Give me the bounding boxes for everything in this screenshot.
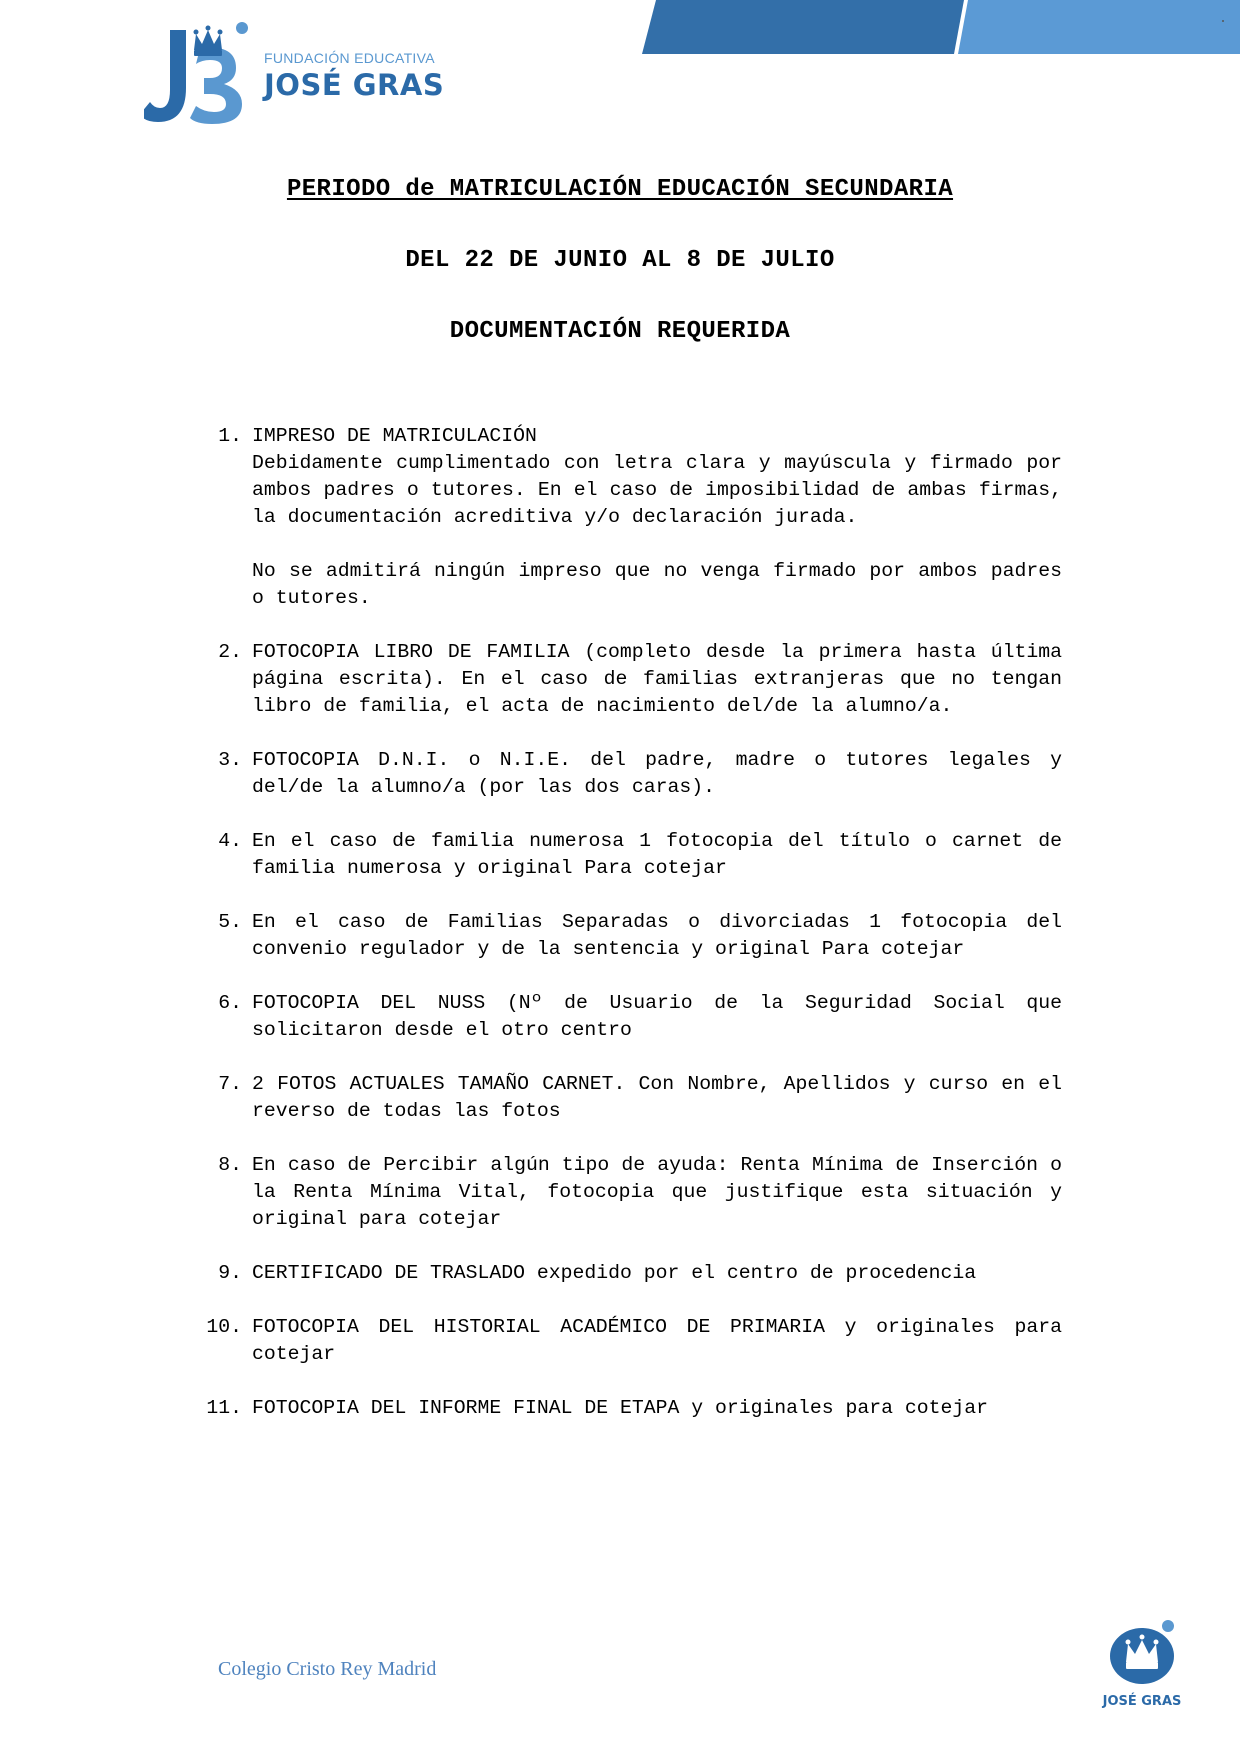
list-item	[190, 828, 1062, 882]
header-band-light	[958, 0, 1240, 54]
logo-subtitle: FUNDACIÓN EDUCATIVA	[264, 50, 435, 66]
required-documents-list	[190, 423, 1062, 1449]
documents-heading: DOCUMENTACIÓN REQUERIDA	[449, 318, 791, 345]
list-item	[190, 639, 1062, 720]
list-item-number: 1.	[218, 425, 242, 447]
list-item-text: En caso de Percibir algún tipo de ayuda: Renta Mínima de Inserción o la Renta Mínima Vital, fotocopia que justifique esta situación y original para cotejar	[252, 1154, 1062, 1230]
header-dot-mark	[1222, 20, 1224, 22]
list-item-text: IMPRESO DE MATRICULACIÓN Debidamente cumplimentado con letra clara y mayúscula y firmado por ambos padres o tutores. En el caso de imposibilidad de ambas firmas, la documentación acreditiva y/o declaración jurada.	[252, 425, 1062, 528]
list-item	[190, 1260, 1062, 1287]
list-item-text: FOTOCOPIA D.N.I. o N.I.E. del padre, madre o tutores legales y del/de la alumno/a (por las dos caras).	[252, 749, 1062, 798]
list-item	[190, 990, 1062, 1044]
list-item	[190, 1071, 1062, 1125]
list-item-number: 6.	[218, 992, 242, 1014]
list-item-text: FOTOCOPIA DEL NUSS (Nº de Usuario de la Seguridad Social que solicitaron desde el otro centro	[252, 992, 1062, 1041]
list-item	[190, 423, 1062, 612]
page-title-text: PERIODO de MATRICULACIÓN EDUCACIÓN SECUNDARIA	[286, 176, 954, 203]
list-item-number: 11.	[206, 1397, 242, 1419]
list-item-text: FOTOCOPIA DEL HISTORIAL ACADÉMICO DE PRIMARIA y originales para cotejar	[252, 1316, 1062, 1365]
list-item	[190, 747, 1062, 801]
list-item-number: 10.	[206, 1316, 242, 1338]
list-item	[190, 1314, 1062, 1368]
page-title	[0, 176, 1240, 203]
list-item-text: En el caso de Familias Separadas o divorciadas 1 fotocopia del convenio regulador y de la sentencia y original Para cotejar	[252, 911, 1062, 960]
logo-name-text: JOSÉ GRAS	[264, 68, 445, 102]
footer-logo-name: JOSÉ GRAS	[1102, 1694, 1182, 1709]
foundation-logo	[144, 18, 445, 128]
list-item-number: 7.	[218, 1073, 242, 1095]
list-item-number: 4.	[218, 830, 242, 852]
list-item-number: 8.	[218, 1154, 242, 1176]
list-item-text: CERTIFICADO DE TRASLADO expedido por el centro de procedencia	[252, 1262, 977, 1284]
list-item-number: 9.	[218, 1262, 242, 1284]
list-item	[190, 1395, 1062, 1422]
list-item	[190, 1152, 1062, 1233]
list-item-number: 2.	[218, 641, 242, 663]
list-item	[190, 909, 1062, 963]
list-item-number: 3.	[218, 749, 242, 771]
list-item-text: En el caso de familia numerosa 1 fotocopia del título o carnet de familia numerosa y original Para cotejar	[252, 830, 1062, 879]
list-item-number: 5.	[218, 911, 242, 933]
footer-school-name: Colegio Cristo Rey Madrid	[218, 1658, 437, 1680]
header-band-dark	[642, 0, 964, 54]
list-item-note: No se admitirá ningún impreso que no venga firmado por ambos padres o tutores.	[252, 560, 1062, 609]
list-item-text: FOTOCOPIA LIBRO DE FAMILIA (completo desde la primera hasta última página escrita). En el caso de familias extranjeras que no tengan libro de familia, el acta de nacimiento del/de la alumno/a.	[252, 641, 1062, 717]
enrollment-period: DEL 22 DE JUNIO AL 8 DE JULIO	[405, 247, 835, 274]
list-item-text: 2 FOTOS ACTUALES TAMAÑO CARNET. Con Nombre, Apellidos y curso en el reverso de todas las fotos	[252, 1073, 1062, 1122]
logo-name	[264, 68, 444, 102]
list-item-text: FOTOCOPIA DEL INFORME FINAL DE ETAPA y originales para cotejar	[252, 1397, 988, 1419]
header-banner-decoration	[642, 0, 1240, 54]
logo-jg-mark-icon	[144, 18, 264, 128]
